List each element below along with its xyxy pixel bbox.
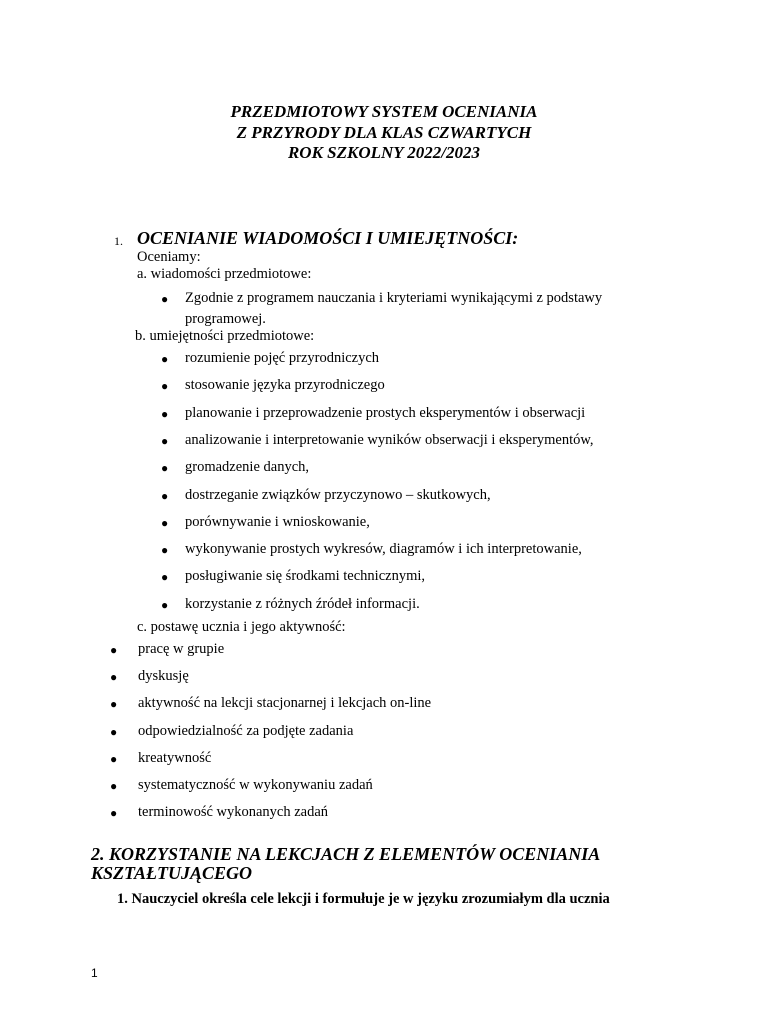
list-item-b-9: posługiwanie się środkami technicznymi,: [185, 568, 426, 585]
bullet-icon: ●: [110, 751, 118, 766]
list-item-c-3: aktywność na lekcji stacjonarnej i lekcjach on-line: [138, 695, 432, 712]
page-number: 1: [91, 966, 98, 980]
bullet-icon: ●: [110, 670, 118, 685]
list-item-b-10: korzystanie z różnych źródeł informacji.: [185, 595, 420, 612]
list-item-b-1: rozumienie pojęć przyrodniczych: [185, 350, 380, 366]
bullet-icon: ●: [161, 292, 169, 306]
bullet-icon: ●: [110, 724, 118, 739]
list-item-b-7: porównywanie i wnioskowanie,: [185, 513, 370, 530]
document-title-line-3: ROK SZKOLNY 2022/2023: [287, 143, 481, 162]
list-item-c-5: kreatywność: [138, 749, 212, 766]
subsection-b-label: b. umiejętności przedmiotowe:: [135, 328, 315, 344]
list-item-c-1: pracę w grupie: [138, 641, 225, 657]
list-item-c-6: systematyczność w wykonywaniu zadań: [138, 777, 373, 793]
list-item-c-7: terminowość wykonanych zadań: [138, 804, 329, 821]
section-2-heading-line-2: KSZTAŁTUJĄCEGO: [91, 863, 253, 883]
document-title-line-2: Z PRZYRODY DLA KLAS CZWARTYCH: [236, 123, 532, 142]
bullet-icon: ●: [161, 543, 169, 558]
list-item-a-1: Zgodnie z programem nauczania i kryteriami wynikającymi z podstawy: [185, 290, 603, 306]
bullet-icon: ●: [161, 488, 169, 503]
bullet-icon: ●: [110, 806, 118, 821]
section-2-heading-line-1: 2. KORZYSTANIE NA LEKCJACH Z ELEMENTÓW OCENIANIA: [91, 844, 601, 864]
list-item-b-5: gromadzenie danych,: [185, 459, 310, 476]
bullet-icon: ●: [161, 461, 169, 476]
list-item-b-8: wykonywanie prostych wykresów, diagramów i ich interpretowanie,: [185, 541, 582, 558]
section-1-number: 1.: [114, 234, 123, 248]
list-item-b-3: planowanie i przeprowadzenie prostych eksperymentów i obserwacji: [185, 404, 586, 421]
list-item-b-4: analizowanie i interpretowanie wyników obserwacji i eksperymentów,: [185, 431, 594, 448]
section-1-intro: Oceniamy:: [137, 249, 201, 265]
bullet-icon: ●: [110, 779, 118, 793]
bullet-icon: ●: [161, 515, 169, 530]
list-item-c-2: dyskusję: [138, 668, 189, 685]
bullet-icon: ●: [161, 433, 169, 448]
subsection-a-label: a. wiadomości przedmiotowe:: [137, 266, 312, 282]
subsection-c-label: c. postawę ucznia i jego aktywność:: [137, 619, 346, 635]
list-item-c-4: odpowiedzialność za podjęte zadania: [138, 722, 354, 739]
bullet-icon: ●: [110, 697, 118, 712]
list-item-b-6: dostrzeganie związków przyczynowo – skutkowych,: [185, 486, 491, 503]
section-2-item-1: 1. Nauczyciel określa cele lekcji i formułuje je w języku zrozumiałym dla ucznia: [117, 891, 610, 907]
bullet-icon: ●: [161, 597, 169, 612]
bullet-icon: ●: [161, 406, 169, 421]
bullet-icon: ●: [161, 352, 169, 366]
bullet-icon: ●: [161, 379, 169, 394]
section-1-heading: OCENIANIE WIADOMOŚCI I UMIEJĘTNOŚCI:: [137, 228, 519, 248]
bullet-icon: ●: [161, 570, 169, 585]
list-item-a-1-continued: programowej.: [185, 311, 266, 327]
bullet-icon: ●: [110, 643, 118, 657]
document-title-line-1: PRZEDMIOTOWY SYSTEM OCENIANIA: [230, 102, 538, 121]
list-item-b-2: stosowanie języka przyrodniczego: [185, 377, 385, 394]
